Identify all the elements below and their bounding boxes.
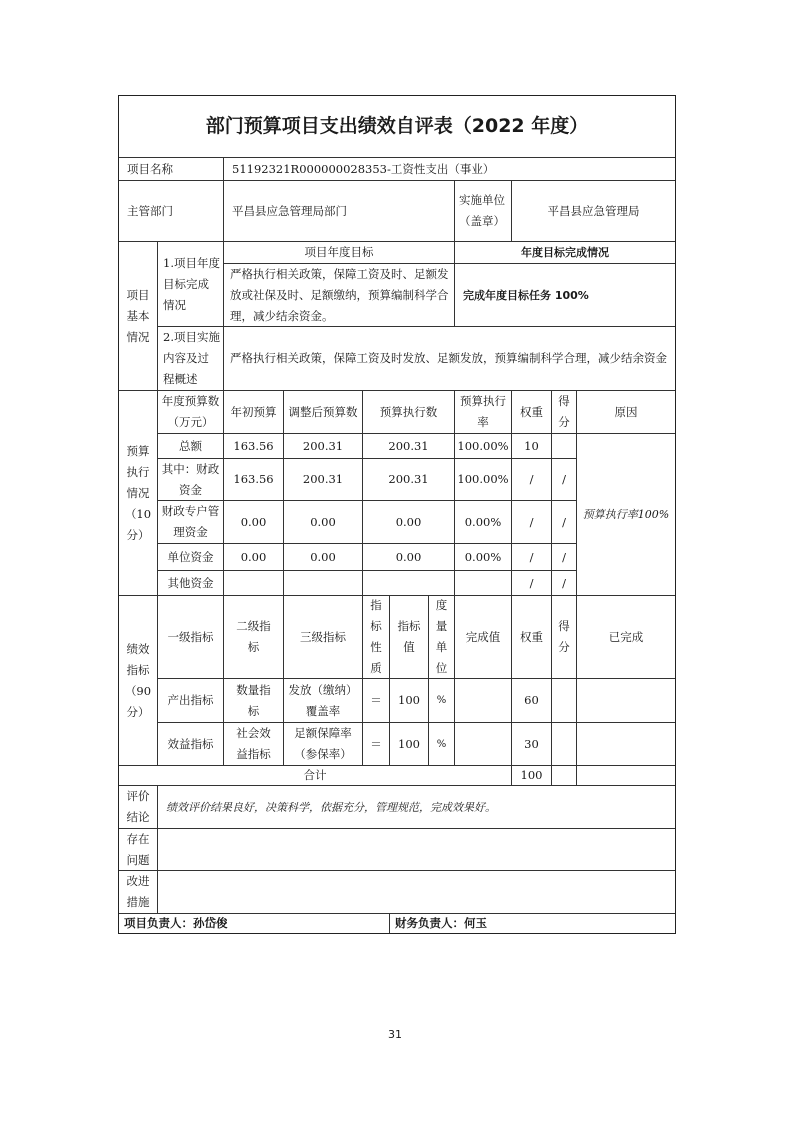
dept-label: 主管部门 (118, 180, 224, 242)
budget-reason: 预算执行率100% (576, 433, 676, 596)
budget-row-adjusted: 200.31 (283, 458, 363, 501)
perf-row-l1: 产出指标 (157, 678, 224, 723)
budget-header-weight: 权重 (511, 390, 552, 434)
budget-row-name: 其中：财政资金 (157, 458, 224, 501)
budget-row-weight: / (511, 500, 552, 544)
perf-row-l1: 效益指标 (157, 722, 224, 766)
perf-row-unit: % (428, 678, 455, 723)
budget-row-score: / (551, 570, 577, 596)
perf-row-l2: 社会效益指标 (223, 722, 284, 766)
perf-label: 绩效指标（90分） (118, 595, 158, 766)
improve-label: 改进措施 (118, 870, 158, 914)
impl-unit-label: 实施单位（盖章） (454, 180, 512, 242)
budget-row-name: 财政专户管理资金 (157, 500, 224, 544)
perf-header-l3: 三级指标 (283, 595, 363, 679)
page-number: 31 (388, 1028, 402, 1041)
budget-row-executed (362, 570, 455, 596)
budget-header-year: 年度预算数（万元） (157, 390, 224, 434)
total-weight: 100 (511, 765, 552, 786)
budget-row-weight: / (511, 543, 552, 571)
budget-header-rate: 预算执行率 (454, 390, 512, 434)
project-name-value: 51192321R000000028353-工资性支出（事业） (223, 157, 676, 181)
budget-row-score: / (551, 543, 577, 571)
problems-label: 存在问题 (118, 828, 158, 871)
conclusion-text: 绩效评价结果良好，决策科学，依据充分，管理规范，完成效果好。 (157, 785, 676, 829)
project-name-label: 项目名称 (118, 157, 224, 181)
perf-header-l2: 二级指标 (223, 595, 284, 679)
perf-row-score (551, 722, 577, 766)
budget-row-executed: 200.31 (362, 433, 455, 459)
budget-label: 预算执行情况（10分） (118, 390, 158, 596)
done-text: 完成年度目标任务 100% (454, 263, 676, 327)
budget-row-initial: 163.56 (223, 458, 284, 501)
perf-row-status (576, 678, 676, 723)
sub1-label: 1.项目年度目标完成情况 (157, 241, 224, 327)
budget-row-name: 总额 (157, 433, 224, 459)
budget-header-initial: 年初预算 (223, 390, 284, 434)
page-title: 部门预算项目支出绩效自评表（2022 年度） (118, 95, 676, 158)
perf-header-value: 指标值 (389, 595, 429, 679)
perf-header-unit: 度量单位 (428, 595, 455, 679)
budget-row-score: / (551, 500, 577, 544)
perf-header-done: 完成值 (454, 595, 512, 679)
finance-lead: 财务负责人：何玉 (389, 913, 676, 934)
budget-row-initial: 163.56 (223, 433, 284, 459)
budget-row-rate (454, 570, 512, 596)
budget-row-executed: 0.00 (362, 500, 455, 544)
goal-text: 严格执行相关政策，保障工资及时、足额发放或社保及时、足额缴纳，预算编制科学合理，减少结余资金。 (223, 263, 455, 327)
budget-row-name: 其他资金 (157, 570, 224, 596)
perf-row-l2: 数量指标 (223, 678, 284, 723)
conclusion-label: 评价结论 (118, 785, 158, 829)
perf-header-weight: 权重 (511, 595, 552, 679)
budget-row-weight: / (511, 570, 552, 596)
perf-row-l3: 发放（缴纳）覆盖率 (283, 678, 363, 723)
budget-row-score (551, 433, 577, 459)
budget-row-adjusted: 200.31 (283, 433, 363, 459)
total-status (576, 765, 676, 786)
budget-row-adjusted: 0.00 (283, 543, 363, 571)
sub2-text: 严格执行相关政策，保障工资及时发放、足额发放，预算编制科学合理，减少结余资金 (223, 326, 676, 391)
dept-value: 平昌县应急管理局部门 (223, 180, 455, 242)
budget-header-score: 得分 (551, 390, 577, 434)
budget-row-rate: 100.00% (454, 433, 512, 459)
impl-unit-value: 平昌县应急管理局 (511, 180, 676, 242)
perf-row-nature: ＝ (362, 678, 390, 723)
perf-row-value: 100 (389, 678, 429, 723)
problems-text (157, 828, 676, 871)
perf-header-score: 得分 (551, 595, 577, 679)
sub2-label: 2.项目实施内容及过程概述 (157, 326, 224, 391)
budget-row-initial (223, 570, 284, 596)
total-score (551, 765, 577, 786)
budget-row-rate: 100.00% (454, 458, 512, 501)
budget-row-rate: 0.00% (454, 500, 512, 544)
perf-row-done (454, 722, 512, 766)
perf-row-value: 100 (389, 722, 429, 766)
budget-row-initial: 0.00 (223, 543, 284, 571)
done-header: 年度目标完成情况 (454, 241, 676, 264)
budget-row-weight: 10 (511, 433, 552, 459)
total-label: 合计 (118, 765, 512, 786)
budget-row-executed: 0.00 (362, 543, 455, 571)
perf-row-weight: 30 (511, 722, 552, 766)
budget-row-name: 单位资金 (157, 543, 224, 571)
budget-row-executed: 200.31 (362, 458, 455, 501)
budget-row-weight: / (511, 458, 552, 501)
budget-row-adjusted: 0.00 (283, 500, 363, 544)
perf-row-status (576, 722, 676, 766)
perf-row-weight: 60 (511, 678, 552, 723)
improve-text (157, 870, 676, 914)
perf-row-nature: ＝ (362, 722, 390, 766)
basic-info-label: 项目基本情况 (118, 241, 158, 391)
perf-row-l3: 足额保障率（参保率） (283, 722, 363, 766)
budget-row-initial: 0.00 (223, 500, 284, 544)
project-lead: 项目负责人：孙岱俊 (118, 913, 390, 934)
perf-row-done (454, 678, 512, 723)
perf-header-nature: 指标性质 (362, 595, 390, 679)
budget-row-score: / (551, 458, 577, 501)
goal-header: 项目年度目标 (223, 241, 455, 264)
budget-row-rate: 0.00% (454, 543, 512, 571)
budget-row-adjusted (283, 570, 363, 596)
budget-header-adjusted: 调整后预算数 (283, 390, 363, 434)
budget-header-executed: 预算执行数 (362, 390, 455, 434)
perf-row-score (551, 678, 577, 723)
perf-header-status: 已完成 (576, 595, 676, 679)
budget-header-reason: 原因 (576, 390, 676, 434)
perf-header-l1: 一级指标 (157, 595, 224, 679)
perf-row-unit: % (428, 722, 455, 766)
